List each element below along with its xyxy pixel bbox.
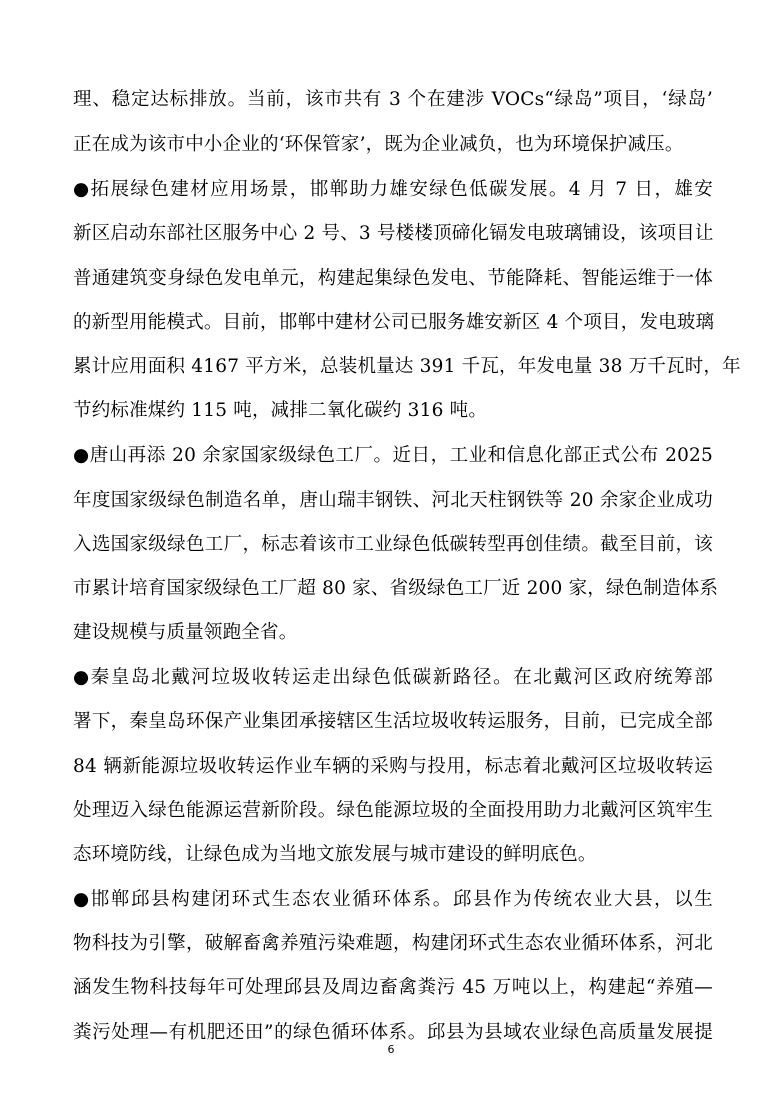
text-line: 市累计培育国家级绿色工厂超 80 家、省级绿色工厂近 200 家，绿色制造体系 [73, 578, 719, 599]
text-line: 署下，秦皇岛环保产业集团承接辖区生活垃圾收转运服务，目前，已完成全部 [73, 711, 713, 732]
text-line: 的新型用能模式。目前，邯郸中建材公司已服务雄安新区 4 个项目，发电玻璃 [73, 312, 715, 333]
text-line: 理、稳定达标排放。当前，该市共有 3 个在建涉 VOCs“绿岛”项目，‘绿岛’ [73, 89, 713, 110]
text-line: 物科技为引擎，破解畜禽养殖污染难题，构建闭环式生态农业循环体系，河北 [73, 933, 713, 954]
text-line: 84 辆新能源垃圾收转运作业车辆的采购与投用，标志着北戴河区垃圾收转运 [73, 756, 713, 777]
text-line: 处理迈入绿色能源运营新阶段。绿色能源垃圾的全面投用助力北戴河区筑牢生 [73, 800, 713, 821]
text-line: 普通建筑变身绿色发电单元，构建起集绿色发电、节能降耗、智能运维于一体 [73, 268, 713, 289]
text-line: 年度国家级绿色制造名单，唐山瑞丰钢铁、河北天柱钢铁等 20 余家企业成功 [73, 490, 713, 511]
paragraph-start-line: ●拓展绿色建材应用场景，邯郸助力雄安绿色低碳发展。4 月 7 日，雄安 [73, 179, 713, 200]
text-line: 节约标准煤约 115 吨，减排二氧化碳约 316 吨。 [73, 400, 488, 421]
text-line: 涵发生物科技每年可处理邱县及周边畜禽粪污 45 万吨以上，构建起“养殖— [73, 977, 713, 998]
page-number: 6 [387, 1043, 395, 1056]
text-line: 累计应用面积 4167 平方米，总装机量达 391 千瓦，年发电量 38 万千瓦时，年 [73, 356, 741, 377]
text-line: 态环境防线，让绿色成为当地文旅发展与城市建设的鲜明底色。 [73, 844, 597, 865]
text-line: 正在成为该市中小企业的‘环保管家’，既为企业减负，也为环境保护减压。 [73, 134, 684, 155]
text-line: 建设规模与质量领跑全省。 [73, 622, 298, 643]
text-line: 入选国家级绿色工厂，标志着该市工业绿色低碳转型再创佳绩。截至目前，该 [73, 534, 713, 555]
paragraph-start-line: ●邯郸邱县构建闭环式生态农业循环体系。邱县作为传统农业大县，以生 [73, 889, 713, 910]
paragraph-start-line: ●秦皇岛北戴河垃圾收转运走出绿色低碳新路径。在北戴河区政府统筹部 [73, 667, 713, 688]
text-line: 新区启动东部社区服务中心 2 号、3 号楼楼顶碲化镉发电玻璃铺设，该项目让 [73, 223, 714, 244]
text-line: 粪污处理—有机肥还田”的绿色循环体系。邱县为县域农业绿色高质量发展提 [73, 1022, 713, 1043]
paragraph-start-line: ●唐山再添 20 余家国家级绿色工厂。近日，工业和信息化部正式公布 2025 [73, 445, 713, 466]
